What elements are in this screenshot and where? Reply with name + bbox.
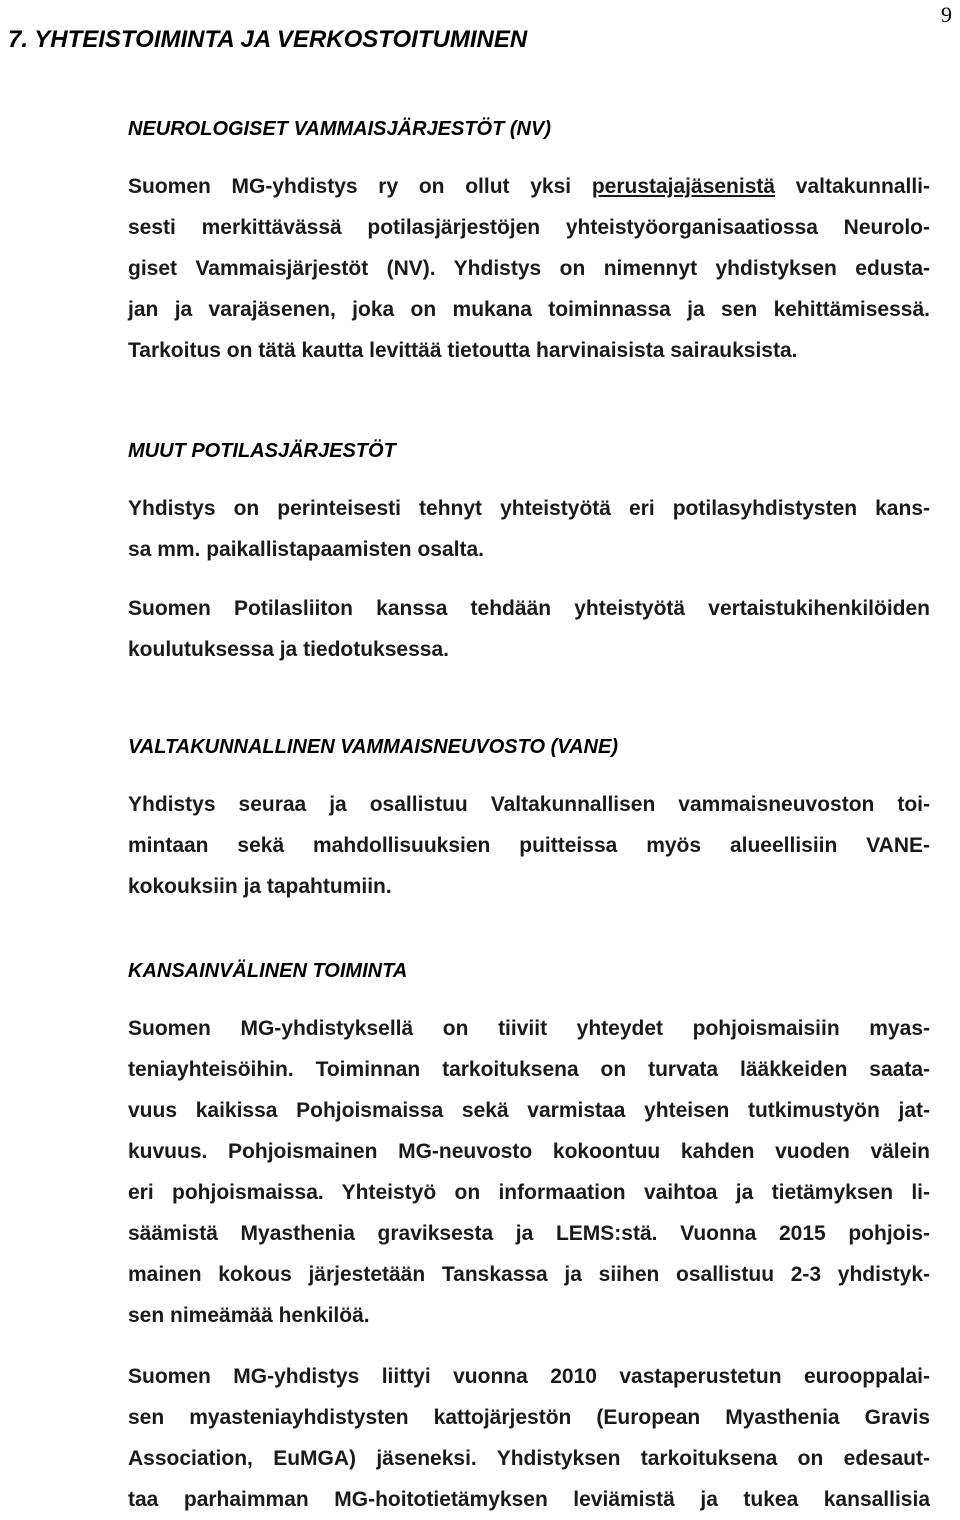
text-line (128, 166, 930, 207)
text-line: sa mm. paikallistapaamisten osalta. (128, 538, 484, 561)
text-line: jan ja varajäsenen, joka on mukana toiminnassa ja sen kehittämisessä. (128, 298, 930, 321)
text-line: kokouksiin ja tapahtumiin. (128, 875, 392, 898)
paragraph-muut-1 (128, 488, 930, 570)
text-line: sen myasteniayhdistysten kattojärjestön (European Myasthenia Gravis (128, 1406, 930, 1429)
text-line: giset Vammaisjärjestöt (NV). Yhdistys on nimennyt yhdistyksen edusta- (128, 257, 930, 280)
text-line: mainen kokous järjestetään Tanskassa ja siihen osallistuu 2-3 yhdistyk- (128, 1263, 930, 1286)
text-line: eri pohjoismaissa. Yhteistyö on informaation vaihtoa ja tietämyksen li- (128, 1181, 930, 1204)
paragraph-muut-2 (128, 588, 930, 670)
section-heading-muut: MUUT POTILASJÄRJESTÖT (128, 440, 396, 462)
underlined-term: perustajajäsenistä (591, 175, 776, 198)
section-heading-nv: NEUROLOGISET VAMMAISJÄRJESTÖT (NV) (128, 118, 551, 140)
text-line: kuvuus. Pohjoismainen MG-neuvosto kokoontuu kahden vuoden välein (128, 1140, 930, 1163)
text-line-prefix: Suomen MG-yhdistys ry on ollut yksi (128, 175, 592, 198)
page-number: 9 (941, 2, 952, 27)
section-heading-kansainvalinen: KANSAINVÄLINEN TOIMINTA (128, 960, 408, 982)
section-heading-vane: VALTAKUNNALLINEN VAMMAISNEUVOSTO (VANE) (128, 736, 618, 758)
text-line: sesti merkittävässä potilasjärjestöjen yhteistyöorganisaatiossa Neurolo- (128, 216, 930, 239)
chapter-title: 7. YHTEISTOIMINTA JA VERKOSTOITUMINEN (8, 26, 528, 53)
text-line: vuus kaikissa Pohjoismaissa sekä varmistaa yhteisen tutkimustyön jat- (128, 1099, 930, 1122)
text-line: koulutuksessa ja tiedotuksessa. (128, 638, 449, 661)
text-line: Yhdistys seuraa ja osallistuu Valtakunnallisen vammaisneuvoston toi- (128, 793, 930, 816)
paragraph-kansainvalinen-1 (128, 1008, 930, 1336)
text-line: Suomen MG-yhdistyksellä on tiiviit yhteydet pohjoismaisiin myas- (128, 1017, 930, 1040)
text-line: Suomen Potilasliiton kanssa tehdään yhteistyötä vertaistukihenkilöiden (128, 597, 930, 620)
paragraph-nv (128, 166, 930, 371)
text-line: Suomen MG-yhdistys liittyi vuonna 2010 vastaperustetun eurooppalai- (128, 1365, 930, 1388)
paragraph-kansainvalinen-2 (128, 1356, 930, 1520)
text-line: säämistä Myasthenia graviksesta ja LEMS:stä. Vuonna 2015 pohjois- (128, 1222, 930, 1245)
text-line-suffix: valtakunnalli- (775, 175, 930, 198)
text-line: teniayhteisöihin. Toiminnan tarkoituksena on turvata lääkkeiden saata- (128, 1058, 930, 1081)
text-line: sen nimeämää henkilöä. (128, 1304, 370, 1327)
text-line: Tarkoitus on tätä kautta levittää tietoutta harvinaisista sairauksista. (128, 339, 798, 362)
text-line: taa parhaimman MG-hoitotietämyksen leviämistä ja tukea kansallisia (128, 1488, 930, 1511)
text-line: Yhdistys on perinteisesti tehnyt yhteistyötä eri potilasyhdistysten kans- (128, 497, 930, 520)
text-line: Association, EuMGA) jäseneksi. Yhdistyksen tarkoituksena on edesaut- (128, 1447, 930, 1470)
paragraph-vane (128, 784, 930, 907)
text-line: mintaan sekä mahdollisuuksien puitteissa myös alueellisiin VANE- (128, 834, 930, 857)
